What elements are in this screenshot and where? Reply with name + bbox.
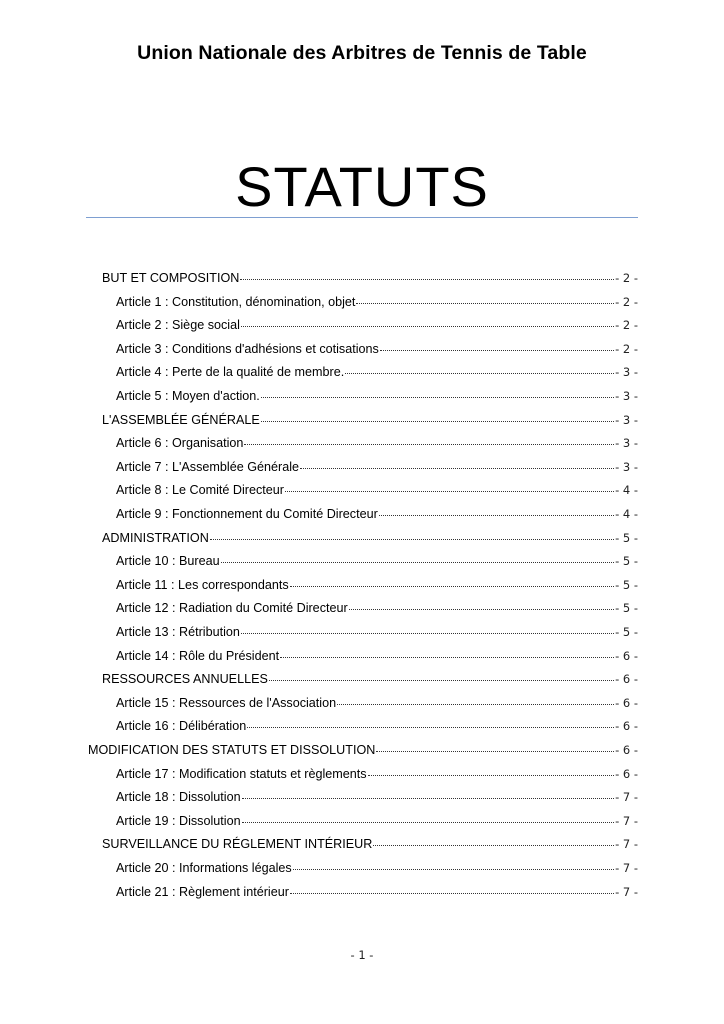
toc-page: - 3 - xyxy=(615,365,638,380)
toc-page: - 4 - xyxy=(615,483,638,498)
toc-page: - 6 - xyxy=(615,672,638,687)
toc-entry[interactable] xyxy=(116,622,638,642)
toc-entry[interactable] xyxy=(116,386,638,406)
toc-label: Article 3 : Conditions d'adhésions et cotisations xyxy=(116,341,379,356)
toc-entry[interactable] xyxy=(116,575,638,595)
toc-dot-leader xyxy=(368,764,614,778)
organization-title: Union Nationale des Arbitres de Tennis de Table xyxy=(137,42,587,64)
toc-entry[interactable] xyxy=(116,457,638,477)
toc-label: MODIFICATION DES STATUTS ET DISSOLUTION xyxy=(88,743,376,757)
toc-page: - 3 - xyxy=(615,459,638,474)
toc-label: L'ASSEMBLÉE GÉNÉRALE xyxy=(102,412,260,427)
toc-page: - 5 - xyxy=(615,530,638,545)
toc-page: - 7 - xyxy=(615,837,638,852)
toc-page: - 7 - xyxy=(615,813,638,828)
toc-entry[interactable] xyxy=(116,480,638,500)
toc-page: - 3 - xyxy=(615,436,638,451)
toc-page: - 3 - xyxy=(615,412,638,427)
toc-dot-leader xyxy=(242,787,614,801)
toc-dot-leader xyxy=(376,740,614,754)
toc-label: Article 19 : Dissolution xyxy=(116,813,241,828)
toc-section-surveillance-reglement[interactable] xyxy=(102,834,638,854)
toc-page: - 4 - xyxy=(615,507,638,521)
toc-dot-leader xyxy=(242,811,614,825)
toc-label: Article 18 : Dissolution xyxy=(116,790,241,805)
toc-label: ADMINISTRATION xyxy=(102,530,209,545)
toc-label: Article 4 : Perte de la qualité de membre. xyxy=(116,365,345,380)
toc-dot-leader xyxy=(290,882,614,896)
toc-page: - 6 - xyxy=(615,648,638,663)
toc-page: - 5 - xyxy=(615,577,638,592)
toc-label: Article 6 : Organisation xyxy=(116,436,244,451)
document-title: STATUTS xyxy=(235,155,489,218)
toc-dot-leader xyxy=(261,386,614,400)
toc-page: - 6 - xyxy=(615,743,638,757)
toc-entry[interactable] xyxy=(116,433,638,453)
toc-entry[interactable] xyxy=(116,339,638,359)
toc-section-administration[interactable] xyxy=(102,528,638,548)
toc-dot-leader xyxy=(269,669,614,683)
toc-page: - 5 - xyxy=(615,601,638,616)
toc-label: BUT ET COMPOSITION xyxy=(102,271,240,285)
toc-label: Article 13 : Rétribution xyxy=(116,625,240,639)
toc-label: Article 2 : Siège social xyxy=(116,318,240,333)
toc-dot-leader xyxy=(247,716,614,730)
toc-label: RESSOURCES ANNUELLES xyxy=(102,672,268,687)
toc-dot-leader xyxy=(379,504,614,518)
toc-page: - 2 - xyxy=(615,294,638,309)
toc-dot-leader xyxy=(261,410,614,424)
toc-label: SURVEILLANCE DU RÉGLEMENT INTÉRIEUR xyxy=(102,837,373,852)
toc-entry[interactable] xyxy=(116,292,638,312)
toc-section-ressources-annuelles[interactable] xyxy=(102,669,638,689)
toc-entry[interactable] xyxy=(116,882,638,902)
toc-entry[interactable] xyxy=(116,315,638,335)
toc-page: - 6 - xyxy=(615,766,638,781)
toc-dot-leader xyxy=(285,480,614,494)
toc-dot-leader xyxy=(210,528,614,542)
toc-label: Article 9 : Fonctionnement du Comité Directeur xyxy=(116,507,378,521)
toc-section-assemblee-generale[interactable] xyxy=(102,410,638,430)
toc-page: - 2 - xyxy=(615,341,638,356)
toc-label: Article 7 : L'Assemblée Générale xyxy=(116,459,300,474)
toc-dot-leader xyxy=(221,551,614,565)
toc-page: - 7 - xyxy=(615,861,638,875)
toc-entry[interactable] xyxy=(116,504,638,524)
toc-page: - 2 - xyxy=(615,318,638,333)
toc-dot-leader xyxy=(280,646,614,660)
toc-label: Article 17 : Modification statuts et règlements xyxy=(116,766,367,781)
toc-section-modification-statuts[interactable] xyxy=(88,740,638,760)
toc-dot-leader xyxy=(356,292,614,306)
toc-entry[interactable] xyxy=(116,858,638,878)
toc-page: - 6 - xyxy=(615,719,638,734)
toc-entry[interactable] xyxy=(116,362,638,382)
toc-entry[interactable] xyxy=(116,716,638,736)
toc-entry[interactable] xyxy=(116,764,638,784)
toc-label: Article 21 : Règlement intérieur xyxy=(116,884,289,899)
toc-page: - 7 - xyxy=(615,790,638,805)
toc-entry[interactable] xyxy=(116,598,638,618)
toc-dot-leader xyxy=(240,268,614,282)
toc-dot-leader xyxy=(241,622,614,636)
toc-entry[interactable] xyxy=(116,693,638,713)
toc-dot-leader xyxy=(300,457,614,471)
toc-dot-leader xyxy=(244,433,614,447)
toc-page: - 7 - xyxy=(615,884,638,899)
toc-dot-leader xyxy=(345,362,614,376)
toc-entry[interactable] xyxy=(116,551,638,571)
toc-label: Article 14 : Rôle du Président xyxy=(116,648,280,663)
toc-label: Article 16 : Délibération xyxy=(116,719,247,734)
page-number: - 1 - xyxy=(350,948,374,962)
toc-dot-leader xyxy=(293,858,614,872)
toc-page: - 6 - xyxy=(615,695,638,710)
toc-dot-leader xyxy=(337,693,614,707)
toc-entry[interactable] xyxy=(116,787,638,807)
title-divider xyxy=(86,217,638,218)
toc-page: - 5 - xyxy=(615,625,638,639)
toc-entry[interactable] xyxy=(116,646,638,666)
toc-dot-leader xyxy=(241,315,614,329)
toc-label: Article 8 : Le Comité Directeur xyxy=(116,483,284,498)
toc-dot-leader xyxy=(290,575,614,589)
toc-section-but-et-composition[interactable] xyxy=(102,268,638,288)
toc-dot-leader xyxy=(373,834,614,848)
toc-label: Article 1 : Constitution, dénomination, objet xyxy=(116,294,356,309)
toc-dot-leader xyxy=(349,598,614,612)
toc-label: Article 5 : Moyen d'action. xyxy=(116,389,260,403)
toc-page: - 5 - xyxy=(615,554,638,569)
toc-label: Article 11 : Les correspondants xyxy=(116,577,289,592)
toc-dot-leader xyxy=(380,339,614,353)
toc-page: - 2 - xyxy=(615,271,638,285)
toc-label: Article 15 : Ressources de l'Association xyxy=(116,695,337,710)
toc-entry[interactable] xyxy=(116,811,638,831)
toc-label: Article 12 : Radiation du Comité Directeur xyxy=(116,601,348,616)
toc-label: Article 10 : Bureau xyxy=(116,554,220,569)
toc-label: Article 20 : Informations légales xyxy=(116,861,292,875)
toc-page: - 3 - xyxy=(615,389,638,403)
